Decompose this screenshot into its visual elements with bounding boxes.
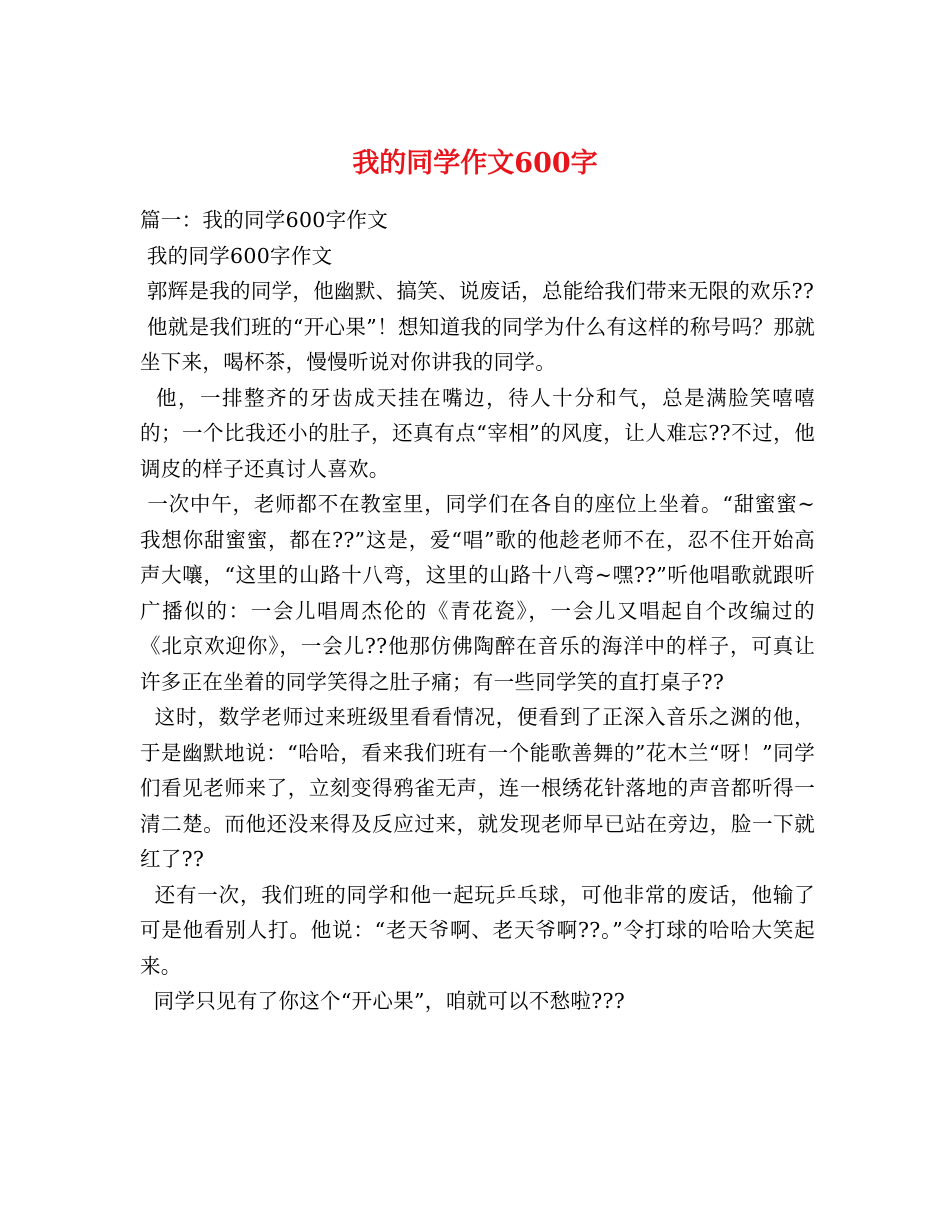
document-title: 我的同学作文600字	[352, 148, 598, 180]
paragraph-section-heading: 篇一：我的同学600字作文	[140, 208, 389, 232]
paragraph-conclusion: 同学只见有了你这个“开心果”，咱就可以不愁啦???	[140, 989, 626, 1013]
paragraph-intro: 郭辉是我的同学，他幽默、搞笑、说废话，总能给我们带来无限的欢乐??	[140, 279, 815, 303]
paragraph-subtitle: 我的同学600字作文	[140, 243, 333, 268]
paragraph-pingpong: 还有一次，我们班的同学和他一起玩乒乓球，可他非常的废话，他输了可是他看别人打。他说：“老天爷啊、老天爷啊??。”令打球的哈哈大笑起来。	[140, 882, 815, 978]
document-body	[140, 203, 815, 1020]
paragraph-teacher: 这时，数学老师过来班级里看看情况，便看到了正深入音乐之渊的他，于是幽默地说：“哈哈，看来我们班有一个能歌善舞的”花木兰“呀！”同学们看见老师来了，立刻变得鸦雀无声，连一根绣花针落地的声音都听得一清二楚。而他还没来得及反应过来，就发现老师早已站在旁边，脸一下就红了??	[140, 705, 815, 871]
paragraph-nickname: 他就是我们班的“开心果”！想知道我的同学为什么有这样的称号吗？那就坐下来，喝杯茶，慢慢听说对你讲我的同学。	[140, 314, 815, 374]
paragraph-appearance: 他，一排整齐的牙齿成天挂在嘴边，待人十分和气，总是满脸笑嘻嘻的；一个比我还小的肚子，还真有点“宰相”的风度，让人难忘??不过，他调皮的样子还真讨人喜欢。	[140, 385, 815, 481]
paragraph-singing: 一次中午，老师都不在教室里，同学们在各自的座位上坐着。“甜蜜蜜~我想你甜蜜蜜，都在??”这是，爱“唱”歌的他趁老师不在，忍不住开始高声大嚷，“这里的山路十八弯，这里的山路十八弯~嘿??”听他唱歌就跟听广播似的：一会儿唱周杰伦的《青花瓷》，一会儿又唱起自个改编过的《北京欢迎你》，一会儿??他那仿佛陶醉在音乐的海洋中的样子，可真让许多正在坐着的同学笑得之肚子痛；有一些同学笑的直打桌子??	[140, 492, 815, 694]
